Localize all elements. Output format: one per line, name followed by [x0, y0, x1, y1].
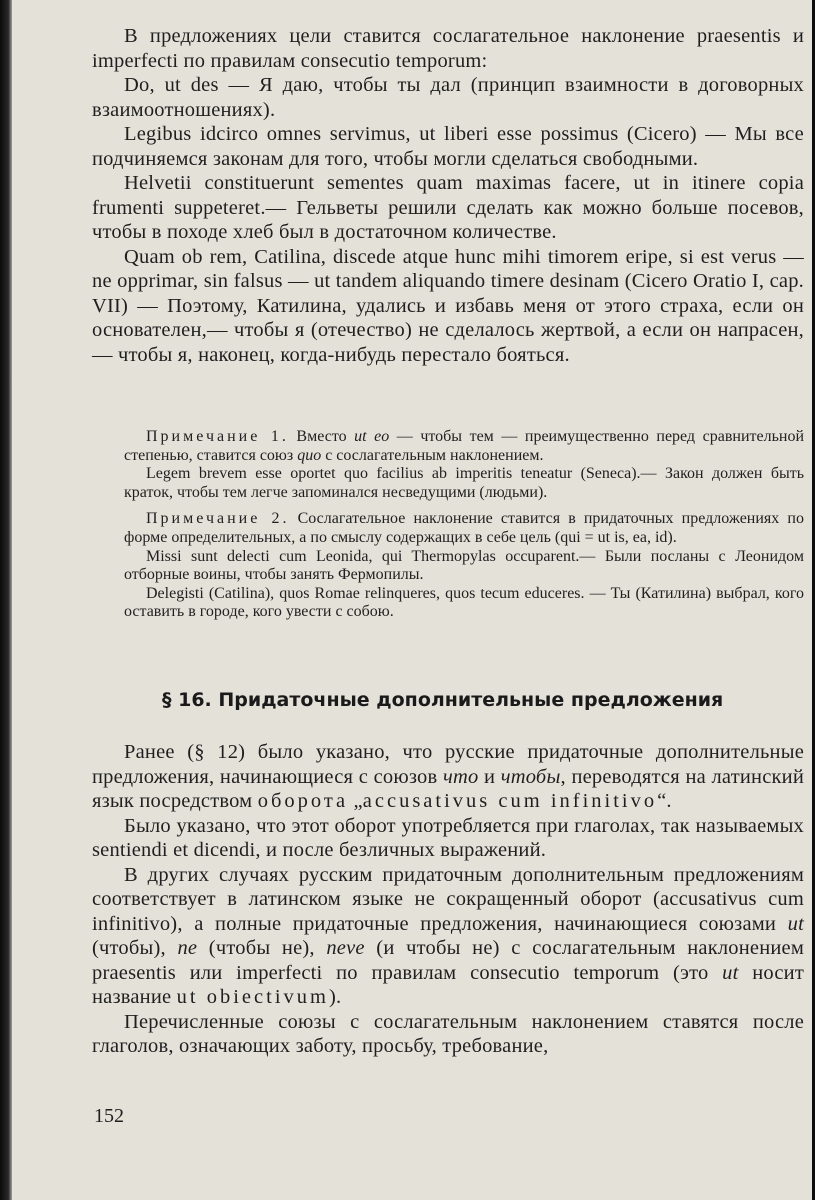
- paragraph: Перечисленные союзы с сослагательным наклонением ставятся после глаголов, означающих заботу, просьбу, требование,: [92, 1010, 804, 1057]
- paragraph: Legibus idcirco omnes servimus, ut liberi esse possimus (Cicero) — Мы все подчиняемся законам для того, чтобы могли сделаться свободными.: [92, 123, 804, 170]
- book-page: [12, 0, 812, 1200]
- paragraph: Было указано, что этот оборот употребляется при глаголах, так называемых sentiendi et dicendi, и после безличных выражений.: [92, 814, 804, 861]
- section-16-text: [92, 740, 804, 1059]
- paragraph: Helvetii constituerunt sementes quam maximas facere, ut in itinere copia frumenti suppeteret.— Гельветы решили сделать как можно больше посевов, чтобы в походе хлеб был в достаточном количестве.: [92, 172, 804, 243]
- notes-block: [124, 428, 804, 622]
- paragraph: Ранее (§ 12) было указано, что русские придаточные дополнительные предложения, начинающиеся с союзов что и чтобы, переводятся на латинский язык посредством оборота „accusativus cum infinitivo“.: [92, 741, 804, 812]
- paragraph: В предложениях цели ставится сослагательное наклонение praesentis и imperfecti по правилам consecutio temporum:: [92, 25, 804, 72]
- note-label: Примечание 1.: [146, 428, 289, 445]
- note-1: Примечание 1. Вместо ut eo — чтобы тем — преимущественно перед сравнительной степенью, ставится союз quo с сослагательным наклонением.: [124, 428, 805, 464]
- note-2-example: Missi sunt delecti cum Leonida, qui Thermopylas occuparent.— Были посланы с Леонидом отборные воины, чтобы занять Фермопилы.: [124, 547, 804, 584]
- paragraph: Do, ut des — Я даю, чтобы ты дал (принцип взаимности в договорных взаимоотношениях).: [92, 74, 804, 121]
- section-heading: § 16. Придаточные дополнительные предложения: [162, 689, 724, 711]
- paragraph: В других случаях русским придаточным дополнительным предложениям соответствует в латинском языке не сокращенный оборот (accusativus cum infinitivo), а полные придаточные предложения, начинающиеся союзами ut (чтобы), ne (чтобы не), neve (и чтобы не) с сослагательным наклонением praesentis или imperfecti по правилам consecutio temporum (это ut носит название ut obiectivum).: [92, 863, 805, 1008]
- note-2: Примечание 2. Сослагательное наклонение ставится в придаточных предложениях по форме определительных, а по смыслу содержащих в себе цель (qui = ut is, ea, id).: [124, 510, 804, 546]
- note-label: Примечание 2.: [146, 510, 290, 528]
- page-number: 152: [94, 1105, 124, 1127]
- note-2-example: Delegisti (Catilina), quos Romae relinqueres, quos tecum educeres. — Ты (Катилина) выбрал, кого оставить в городе, кого увести с собою.: [124, 584, 804, 621]
- paragraph: Quam ob rem, Catilina, discede atque hunc mihi timorem eripe, si est verus — ne opprimar, sin falsus — ut tandem aliquando timere desinam (Cicero Oratio I, cap. VII) — Поэтому, Катилина, удались и избавь меня от этого страха, если он основателен,— чтобы я (отечество) не сделалось жертвой, а если он напрасен,— чтобы я, наконец, когда-нибудь перестало бояться.: [92, 245, 804, 366]
- purpose-clauses-text: [92, 24, 804, 367]
- note-1-example: Legem brevem esse oportet quo facilius ab imperitis teneatur (Seneca).— Закон должен быть краток, чтобы тем легче запоминался несведущими (людьми).: [124, 465, 804, 501]
